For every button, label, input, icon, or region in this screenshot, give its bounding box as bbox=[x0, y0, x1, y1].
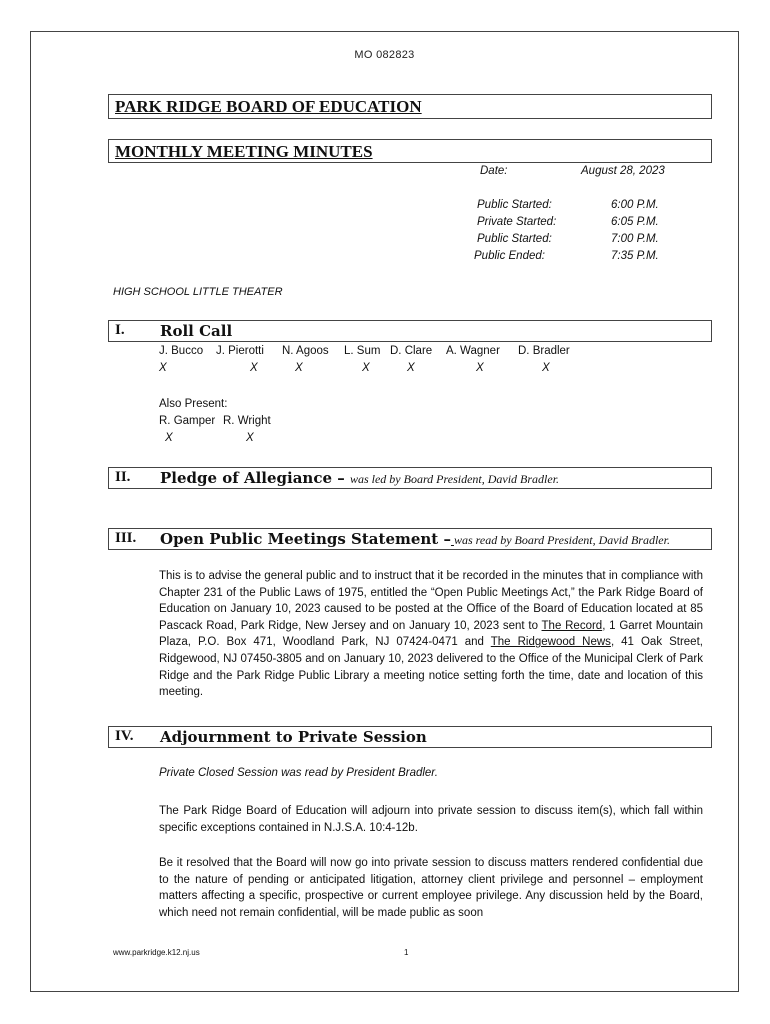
title-box bbox=[108, 94, 712, 119]
newspaper-ridgewood-news: The Ridgewood News bbox=[490, 636, 611, 649]
time-value: 7:35 P.M. bbox=[611, 250, 659, 262]
section-title: Roll Call bbox=[160, 322, 233, 340]
section-subtitle: was read by Board President, David Bradler. bbox=[453, 533, 670, 547]
attendance-mark: X bbox=[407, 362, 415, 374]
attendance-mark: X bbox=[542, 362, 550, 374]
also-present-member: R. Wright bbox=[223, 415, 271, 427]
section-number: I. bbox=[115, 322, 125, 338]
meeting-location: HIGH SCHOOL LITTLE THEATER bbox=[113, 286, 283, 298]
document-code: MO 082823 bbox=[354, 49, 415, 61]
roll-member: A. Wagner bbox=[446, 345, 500, 357]
also-present-member: R. Gamper bbox=[159, 415, 216, 427]
section-title: Pledge of Allegiance – bbox=[160, 469, 350, 487]
section-opma bbox=[108, 528, 712, 550]
date-label: Date: bbox=[480, 165, 508, 177]
section-title: Adjournment to Private Session bbox=[160, 728, 427, 746]
time-value: 6:00 P.M. bbox=[611, 199, 659, 211]
opma-text: This is to advise the general public and to instruct that it be recorded in the minutes that in compliance with Chapter 231 of the Public Laws of 1975, entitled the “Open Public Meetings Act,” the Park Ridge Board of Education on January 10, 2023 caused to be posted at the Office of the Board of Education located at 85 Pascack Road, Park Ridge, New Jersey and on January 10, 2023 sent to bbox=[159, 570, 703, 632]
time-value: 6:05 P.M. bbox=[611, 216, 659, 228]
adjournment-paragraph: The Park Ridge Board of Education will adjourn into private session to discuss item(s), which fall within specific exceptions contained in N.J.S.A. 10:4-12b. bbox=[159, 805, 703, 834]
page-number: 1 bbox=[404, 948, 409, 957]
opma-text: , 41 Oak Street, Ridgewood, NJ 07450-3805 and on January 10, 2023 delivered to the Office of the Municipal Clerk of Park Ridge and the Park Ridge Public Library a meeting notice setting forth the time, date and location of this meeting. bbox=[159, 636, 703, 699]
opma-statement bbox=[159, 568, 703, 701]
section-title-group bbox=[160, 469, 559, 487]
section-number: II. bbox=[115, 469, 131, 485]
time-label: Public Started: bbox=[477, 199, 552, 211]
also-present-label: Also Present: bbox=[159, 398, 228, 410]
subtitle-box bbox=[108, 139, 712, 163]
section-roll-call bbox=[108, 320, 712, 342]
time-label: Private Started: bbox=[477, 216, 557, 228]
roll-member: L. Sum bbox=[344, 345, 381, 357]
section-number: III. bbox=[115, 530, 137, 546]
attendance-mark: X bbox=[476, 362, 484, 374]
attendance-mark: X bbox=[165, 432, 173, 444]
section-title-group bbox=[160, 530, 670, 548]
time-label: Public Ended: bbox=[474, 250, 545, 262]
document-page bbox=[30, 31, 739, 992]
newspaper-record: The Record bbox=[541, 619, 603, 632]
attendance-mark: X bbox=[159, 362, 167, 374]
date-value: August 28, 2023 bbox=[581, 165, 665, 177]
roll-member: J. Bucco bbox=[159, 345, 204, 357]
attendance-mark: X bbox=[250, 362, 258, 374]
attendance-mark: X bbox=[246, 432, 254, 444]
section-title: Open Public Meetings Statement – bbox=[160, 530, 451, 548]
section-number: IV. bbox=[115, 728, 134, 744]
roll-member: N. Agoos bbox=[282, 345, 329, 357]
section-adjournment bbox=[108, 726, 712, 748]
document-title: PARK RIDGE BOARD OF EDUCATION bbox=[115, 97, 422, 116]
roll-member: D. Bradler bbox=[518, 345, 570, 357]
adjournment-paragraph: Be it resolved that the Board will now go into private session to discuss matters rendered confidential due to the nature of pending or anticipated litigation, attorney client privilege and personnel – employment matters affecting a specific, prospective or current employee privilege. Any discussion held by the Board, which need not remain confidential, will be made public as soon bbox=[159, 857, 703, 919]
section-subtitle: was led by Board President, David Bradler. bbox=[349, 472, 560, 486]
attendance-mark: X bbox=[295, 362, 303, 374]
attendance-mark: X bbox=[362, 362, 370, 374]
roll-member: D. Clare bbox=[390, 345, 433, 357]
adjournment-intro: Private Closed Session was read by President Bradler. bbox=[159, 767, 438, 779]
opma-text: , 1 Garret Mountain Plaza, P.O. Box 471, Woodland Park, NJ 07424-0471 and bbox=[159, 619, 704, 649]
section-pledge bbox=[108, 467, 712, 489]
document-subtitle: MONTHLY MEETING MINUTES bbox=[115, 142, 373, 161]
time-value: 7:00 P.M. bbox=[611, 233, 659, 245]
time-label: Public Started: bbox=[477, 233, 552, 245]
roll-member: J. Pierotti bbox=[216, 345, 264, 357]
footer-website: www.parkridge.k12.nj.us bbox=[113, 948, 200, 957]
